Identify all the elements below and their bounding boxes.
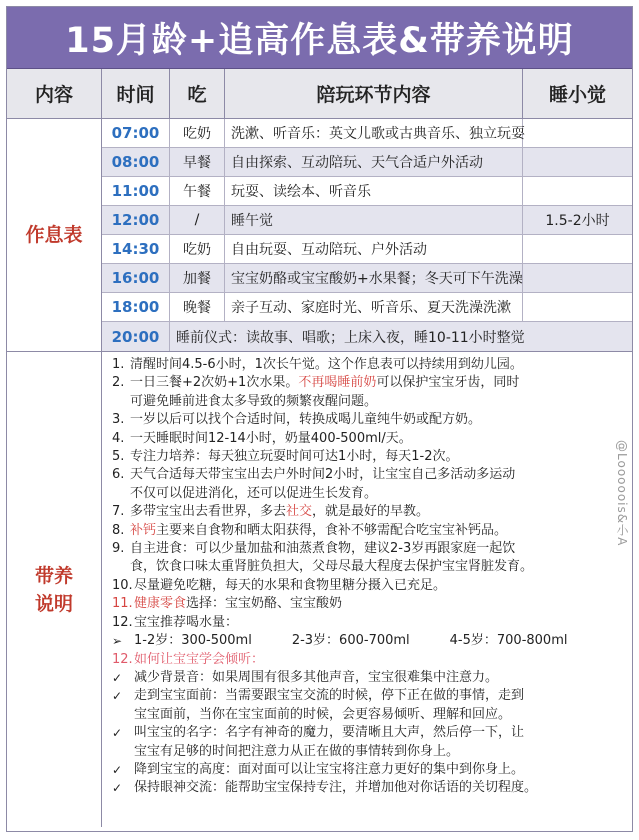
row-nap bbox=[523, 293, 632, 321]
row-nap bbox=[523, 264, 632, 292]
row-nap: 1.5-2小时 bbox=[545, 213, 610, 229]
note-text: 宝宝推荐喝水量： bbox=[134, 614, 239, 630]
note-item bbox=[112, 540, 624, 577]
table-row bbox=[102, 235, 632, 264]
tip-text: 降到宝宝的高度：面对面可以让宝宝将注意力更好的集中到你身上。 bbox=[134, 761, 525, 777]
water-1-2: 1-2岁：300-500ml bbox=[134, 633, 252, 649]
row-activity: 自由探索、互动陪玩、天气合适户外活动 bbox=[225, 148, 523, 176]
row-time: 12:00 bbox=[102, 206, 170, 234]
note-number: 7. bbox=[112, 504, 125, 520]
row-activity: 亲子互动、家庭时光、听音乐、夏天洗澡洗漱 bbox=[225, 293, 523, 321]
care-label-line2: 说明 bbox=[34, 592, 73, 615]
care-notes bbox=[102, 352, 632, 827]
page-title: 15月龄+追高作息表&带养说明 bbox=[65, 20, 574, 61]
schedule-sheet bbox=[6, 6, 633, 832]
row-nap bbox=[523, 119, 632, 147]
note-item bbox=[112, 503, 624, 521]
note-text: 如何让宝宝学会倾听： bbox=[134, 651, 265, 667]
arrow-icon: ➢ bbox=[112, 634, 123, 649]
note-text: 补钙主要来自食物和晒太阳获得，食补不够需配合吃宝宝补钙品。 bbox=[130, 522, 508, 538]
note-item bbox=[112, 411, 624, 429]
row-activity: 睡午觉 bbox=[225, 206, 523, 234]
note-number: 4. bbox=[112, 430, 125, 446]
header-activity: 陪玩环节内容 bbox=[225, 69, 523, 118]
row-time: 16:00 bbox=[102, 264, 170, 292]
watermark: @Looooois&小A bbox=[615, 440, 629, 547]
table-row bbox=[102, 293, 632, 322]
row-eat: 晚餐 bbox=[170, 293, 225, 321]
row-time: 14:30 bbox=[102, 235, 170, 263]
table-row bbox=[102, 264, 632, 293]
note-text: 一日三餐+2次奶+1次水果。不再喝睡前奶可以保护宝宝牙齿，同时 可避免睡前进食太多导致的频繁夜醒问题。 bbox=[130, 375, 520, 409]
header-nap: 睡小觉 bbox=[548, 84, 606, 106]
tip-item bbox=[112, 761, 624, 779]
row-eat: 吃奶 bbox=[170, 235, 225, 263]
note-number: 5. bbox=[112, 449, 125, 465]
row-eat: 午餐 bbox=[170, 177, 225, 205]
note-item bbox=[112, 356, 624, 374]
row-time: 11:00 bbox=[102, 177, 170, 205]
note-number: 2. bbox=[112, 375, 125, 391]
note-text: 自主进食：可以少量加盐和油蒸煮食物，建议2-3岁再跟家庭一起饮 食，饮食口味太重肾脏负担大，父母尽最大程度去保护宝宝肾脏发育。 bbox=[130, 541, 534, 575]
highlight-text: 健康零食 bbox=[134, 596, 187, 612]
row-nap bbox=[523, 235, 632, 263]
note-item bbox=[112, 466, 624, 503]
check-icon: ✓ bbox=[112, 781, 123, 796]
schedule-section bbox=[7, 119, 632, 352]
note-number: 12. bbox=[112, 614, 133, 630]
note-text: 一岁以后可以找个合适时间，转换成喝儿童纯牛奶或配方奶。 bbox=[130, 412, 482, 428]
note-number: 11. bbox=[112, 596, 133, 612]
tip-item bbox=[112, 669, 624, 687]
note-text: 健康零食选择：宝宝奶酪、宝宝酸奶 bbox=[134, 596, 343, 612]
check-icon: ✓ bbox=[112, 689, 123, 704]
note-text: 尽量避免吃糖，每天的水果和食物里糖分摄入已充足。 bbox=[134, 577, 447, 593]
water-amounts bbox=[112, 632, 624, 650]
note-text: 专注力培养：每天独立玩耍时间可达1小时，每天1-2次。 bbox=[130, 449, 459, 465]
title-bar bbox=[7, 7, 632, 69]
note-number: 12. bbox=[112, 651, 133, 667]
note-number: 1. bbox=[112, 357, 125, 372]
water-4-5: 4-5岁：700-800ml bbox=[449, 633, 568, 649]
tip-text: 保持眼神交流：能帮助宝宝保持专注，并增加他对你话语的关切程度。 bbox=[134, 780, 538, 796]
note-number: 9. bbox=[112, 541, 125, 557]
row-eat: / bbox=[170, 206, 225, 234]
row-activity: 自由玩耍、互动陪玩、户外活动 bbox=[225, 235, 523, 263]
note-number: 3. bbox=[112, 412, 125, 428]
row-time: 08:00 bbox=[102, 148, 170, 176]
highlight-text: 社交 bbox=[286, 504, 313, 520]
table-row bbox=[102, 322, 632, 351]
check-icon: ✓ bbox=[112, 726, 123, 741]
note-text: 多带宝宝出去看世界，多去社交，就是最好的早教。 bbox=[130, 504, 430, 520]
tip-text: 减少背景音：如果周围有很多其他声音，宝宝很难集中注意力。 bbox=[134, 669, 499, 685]
check-icon: ✓ bbox=[112, 670, 123, 685]
table-row bbox=[102, 206, 632, 235]
tip-item bbox=[112, 779, 624, 797]
table-row bbox=[102, 177, 632, 206]
note-number: 8. bbox=[112, 522, 125, 538]
care-label-line1: 带养 bbox=[34, 564, 73, 587]
note-text: 天气合适每天带宝宝出去户外时间2小时，让宝宝自己多活动多运动 不仅可以促进消化，还可以促进生长发育。 bbox=[130, 467, 516, 501]
tip-text: 走到宝宝面前：当需要跟宝宝交流的时候，停下正在做的事情，走到 宝宝面前，当你在宝宝面前的时候，会更容易倾听、理解和回应。 bbox=[134, 688, 525, 722]
row-nap bbox=[523, 177, 632, 205]
table-header bbox=[7, 69, 632, 119]
note-number: 6. bbox=[112, 467, 125, 483]
tip-item bbox=[112, 724, 624, 761]
highlight-text: 不再喝睡前奶 bbox=[298, 375, 377, 391]
row-bedtime: 睡前仪式：读故事、唱歌；上床入夜，睡10-11小时整觉 bbox=[176, 329, 525, 346]
note-text: 一天睡眠时间12-14小时，奶量400-500ml/天。 bbox=[130, 430, 412, 446]
table-row bbox=[102, 148, 632, 177]
care-section bbox=[7, 352, 632, 827]
note-item bbox=[112, 614, 624, 632]
table-row bbox=[102, 119, 632, 148]
note-item bbox=[112, 522, 624, 540]
row-time: 18:00 bbox=[102, 293, 170, 321]
note-item bbox=[112, 595, 624, 613]
highlight-text: 补钙 bbox=[130, 522, 157, 538]
tip-text: 叫宝宝的名字：名字有神奇的魔力，要清晰且大声，然后停一下，让 宝宝有足够的时间把注意力从正在做的事情转到你身上。 bbox=[134, 725, 525, 759]
row-eat: 早餐 bbox=[170, 148, 225, 176]
tip-item bbox=[112, 687, 624, 724]
note-item bbox=[112, 430, 624, 448]
note-item bbox=[112, 448, 624, 466]
check-icon: ✓ bbox=[112, 762, 123, 777]
note-item bbox=[112, 651, 624, 669]
row-activity: 玩耍、读绘本、听音乐 bbox=[225, 177, 523, 205]
water-2-3: 2-3岁：600-700ml bbox=[291, 633, 410, 649]
note-item bbox=[112, 374, 624, 411]
row-time: 07:00 bbox=[102, 119, 170, 147]
note-text: 清醒时间4.5-6小时，1次长午觉。这个作息表可以持续用到幼儿园。 bbox=[130, 357, 523, 372]
header-content: 内容 bbox=[7, 69, 102, 118]
row-eat: 加餐 bbox=[170, 264, 225, 292]
row-eat: 吃奶 bbox=[170, 119, 225, 147]
note-item bbox=[112, 577, 624, 595]
row-nap bbox=[523, 148, 632, 176]
schedule-label: 作息表 bbox=[7, 119, 102, 351]
note-number: 10. bbox=[112, 577, 133, 593]
header-time: 时间 bbox=[102, 69, 170, 118]
row-time: 20:00 bbox=[102, 322, 170, 351]
row-activity: 洗漱、听音乐：英文儿歌或古典音乐、独立玩耍 bbox=[225, 119, 523, 147]
row-activity: 宝宝奶酪或宝宝酸奶+水果餐；冬天可下午洗澡 bbox=[225, 264, 523, 292]
header-eat: 吃 bbox=[170, 69, 225, 118]
care-label bbox=[7, 352, 102, 827]
schedule-rows bbox=[102, 119, 632, 351]
